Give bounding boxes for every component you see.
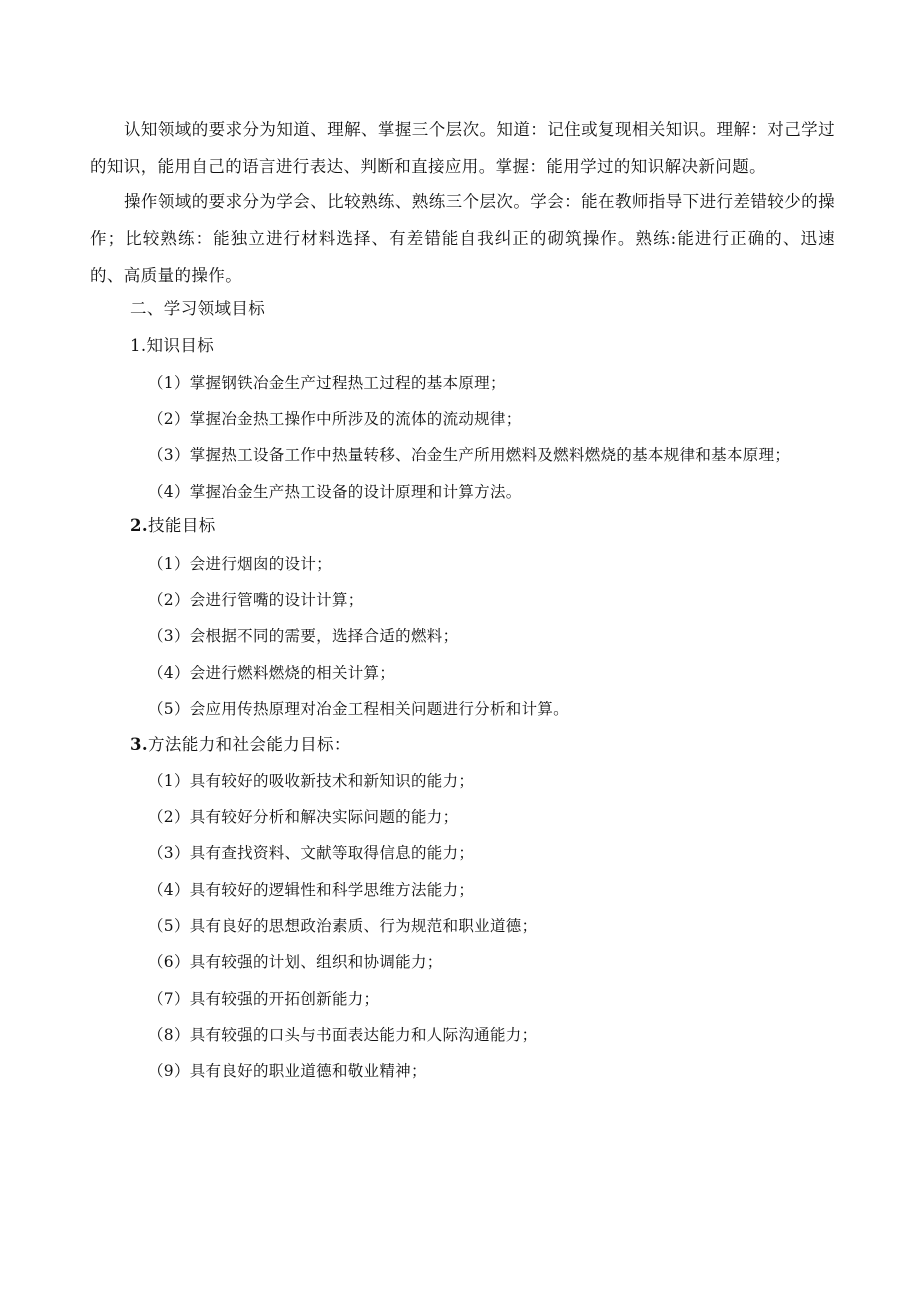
section-title: 二、学习领域目标 bbox=[130, 299, 266, 318]
skills-heading bbox=[130, 514, 216, 538]
cognitive-paragraph: 认知领域的要求分为知道、理解、掌握三个层次。知道：记住或复现相关知识。理解：对己学过的知识，能用自己的语言进行表达、判断和直接应用。掌握：能用学过的知识解决新问题。 bbox=[90, 120, 835, 176]
list-item: （2）会进行管嘴的设计计算； bbox=[148, 591, 364, 609]
list-item: （1）会进行烟囱的设计； bbox=[148, 555, 332, 573]
list-item: （2）具有较好分析和解决实际问题的能力； bbox=[148, 808, 459, 826]
list-item: （2）掌握冶金热工操作中所涉及的流体的流动规律； bbox=[148, 410, 522, 428]
list-item: （3）具有查找资料、文献等取得信息的能力； bbox=[148, 844, 475, 862]
abilities-title: 方法能力和社会能力目标： bbox=[148, 735, 351, 754]
list-item: （1）具有较好的吸收新技术和新知识的能力； bbox=[148, 772, 475, 790]
list-item: （3）会根据不同的需要，选择合适的燃料； bbox=[148, 627, 459, 645]
list-item: （8）具有较强的口头与书面表达能力和人际沟通能力； bbox=[148, 1026, 538, 1044]
list-item: （6）具有较强的计划、组织和协调能力； bbox=[148, 953, 443, 971]
skills-number: 2. bbox=[130, 516, 149, 535]
knowledge-title: 知识目标 bbox=[146, 336, 215, 355]
knowledge-number: 1. bbox=[130, 336, 147, 355]
list-item: （4）掌握冶金生产热工设备的设计原理和计算方法。 bbox=[148, 483, 522, 501]
abilities-heading bbox=[130, 733, 351, 757]
list-item: （4）会进行燃料燃烧的相关计算； bbox=[148, 664, 396, 682]
skills-title: 技能目标 bbox=[148, 516, 216, 535]
list-item: （5）会应用传热原理对冶金工程相关问题进行分析和计算。 bbox=[148, 700, 569, 718]
list-item: （7）具有较强的开拓创新能力； bbox=[148, 990, 380, 1008]
abilities-number: 3. bbox=[130, 735, 149, 754]
list-item: （4）具有较好的逻辑性和科学思维方法能力； bbox=[148, 881, 475, 899]
list-item: （9）具有良好的职业道德和敬业精神； bbox=[148, 1062, 427, 1080]
list-item: （1）掌握钢铁冶金生产过程热工过程的基本原理； bbox=[148, 374, 506, 392]
list-item: （3）掌握热工设备工作中热量转移、冶金生产所用燃料及燃料燃烧的基本规律和基本原理； bbox=[148, 446, 791, 464]
operation-paragraph: 操作领域的要求分为学会、比较熟练、熟练三个层次。学会：能在教师指导下进行差错较少的操作；比较熟练：能独立进行材料选择、有差错能自我纠正的砌筑操作。熟练:能进行正确的、迅速的、高质量的操作。 bbox=[90, 192, 835, 285]
knowledge-heading bbox=[130, 334, 214, 358]
list-item: （5）具有良好的思想政治素质、行为规范和职业道德； bbox=[148, 917, 538, 935]
